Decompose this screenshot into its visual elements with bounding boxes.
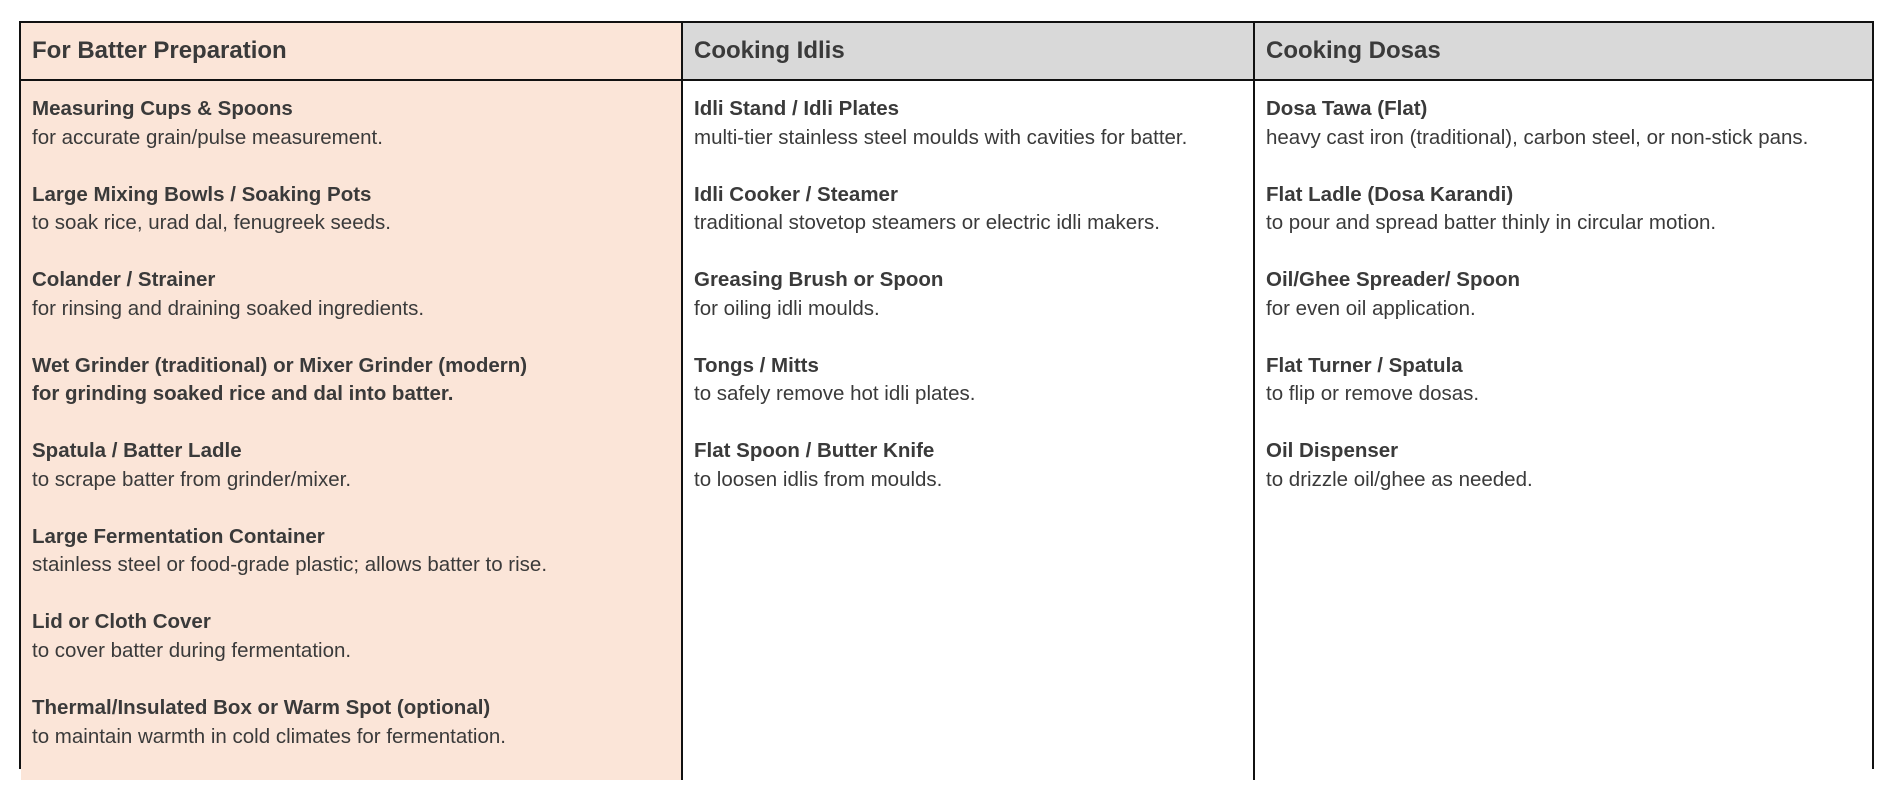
item-name: Dosa Tawa (Flat): [1266, 97, 1428, 120]
item-name: Thermal/Insulated Box or Warm Spot (optional): [32, 696, 491, 720]
item-name: Colander / Strainer: [32, 268, 216, 292]
list-item: [32, 608, 671, 665]
item-description: traditional stovetop steamers or electric idli makers.: [694, 211, 1160, 235]
item-description: for oiling idli moulds.: [694, 296, 880, 320]
item-name: Flat Spoon / Butter Knife: [694, 439, 935, 463]
item-description: multi-tier stainless steel moulds with cavities for batter.: [694, 125, 1188, 149]
list-item: [32, 523, 671, 580]
item-description: to drizzle oil/ghee as needed.: [1266, 467, 1533, 491]
list-item: [694, 437, 1243, 494]
list-item: [32, 437, 671, 494]
item-name: Tongs / Mitts: [694, 353, 819, 377]
list-item: [1266, 437, 1862, 494]
list-item: [694, 352, 1243, 409]
list-item: [32, 181, 671, 238]
item-name: Lid or Cloth Cover: [32, 610, 211, 634]
item-description: heavy cast iron (traditional), carbon steel, or non-stick pans.: [1266, 125, 1809, 149]
list-item: [1266, 95, 1862, 152]
item-name: Oil Dispenser: [1266, 439, 1399, 463]
item-description: for even oil application.: [1266, 296, 1476, 320]
list-item: [32, 266, 671, 323]
item-name: Large Mixing Bowls / Soaking Pots: [32, 182, 372, 206]
item-description: to soak rice, urad dal, fenugreek seeds.: [32, 211, 391, 235]
item-description: for rinsing and draining soaked ingredients.: [32, 296, 425, 320]
item-name: Oil/Ghee Spreader/ Spoon: [1266, 268, 1521, 292]
item-name: Greasing Brush or Spoon: [694, 268, 944, 292]
list-item: [32, 352, 671, 409]
item-description: to loosen idlis from moulds.: [694, 467, 943, 491]
item-name: Idli Stand / Idli Plates: [694, 97, 900, 120]
item-description: to safely remove hot idli plates.: [694, 382, 976, 406]
item-description: for accurate grain/pulse measurement.: [32, 125, 383, 149]
list-item: [694, 181, 1243, 238]
item-description: to scrape batter from grinder/mixer.: [32, 467, 352, 491]
item-name: Large Fermentation Container: [32, 524, 325, 548]
column-batter-preparation: [21, 81, 683, 780]
list-item: [32, 694, 671, 751]
item-name: Wet Grinder (traditional) or Mixer Grinder (modern): [32, 353, 528, 377]
list-item: [32, 95, 671, 152]
item-name: Flat Turner / Spatula: [1266, 353, 1463, 377]
item-description: to cover batter during fermentation.: [32, 639, 352, 663]
item-description: to pour and spread batter thinly in circular motion.: [1266, 211, 1717, 235]
item-name: Flat Ladle (Dosa Karandi): [1266, 182, 1514, 206]
column-header-cooking-idlis: Cooking Idlis: [683, 23, 1255, 81]
column-cooking-dosas: [1255, 81, 1872, 780]
item-name: Spatula / Batter Ladle: [32, 439, 242, 463]
item-name: Idli Cooker / Steamer: [694, 182, 898, 206]
equipment-table: [19, 21, 1874, 769]
column-header-batter-preparation: For Batter Preparation: [21, 23, 683, 81]
item-description: stainless steel or food-grade plastic; allows batter to rise.: [32, 553, 548, 577]
column-cooking-idlis: [683, 81, 1255, 780]
item-name: Measuring Cups & Spoons: [32, 97, 293, 120]
list-item: [1266, 352, 1862, 409]
column-header-cooking-dosas: Cooking Dosas: [1255, 23, 1872, 81]
item-description: to maintain warmth in cold climates for fermentation.: [32, 724, 506, 748]
list-item: [694, 266, 1243, 323]
list-item: [1266, 266, 1862, 323]
list-item: [694, 95, 1243, 152]
item-description: to flip or remove dosas.: [1266, 382, 1480, 406]
item-description: for grinding soaked rice and dal into batter.: [32, 382, 454, 406]
list-item: [1266, 181, 1862, 238]
